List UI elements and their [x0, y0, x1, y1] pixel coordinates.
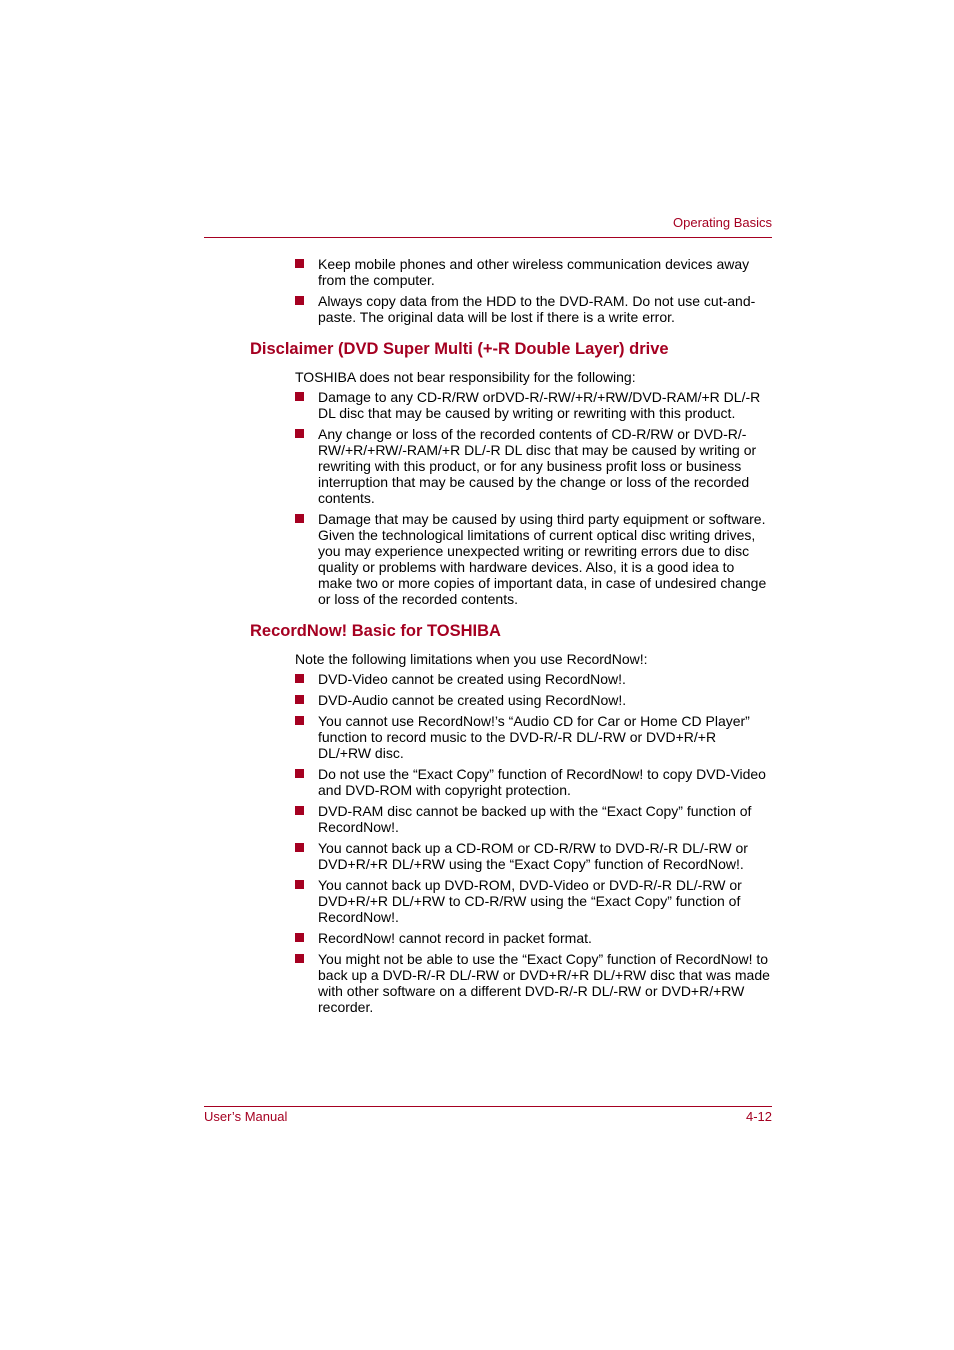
list-item-text: Do not use the “Exact Copy” function of RecordNow! to copy DVD-Video and DVD-ROM with copyright protection.: [318, 766, 766, 798]
list-item-text: You cannot back up a CD-ROM or CD-R/RW to DVD-R/-R DL/-RW or DVD+R/+R DL/+RW using the “Exact Copy” function of RecordNow!.: [318, 840, 748, 872]
section-heading-recordnow: RecordNow! Basic for TOSHIBA: [250, 622, 501, 640]
header-divider: [204, 237, 772, 238]
square-bullet-icon: [295, 933, 304, 942]
square-bullet-icon: [295, 716, 304, 725]
running-header-title: Operating Basics: [673, 215, 772, 230]
list-item-text: Damage to any CD-R/RW orDVD-R/-RW/+R/+RW/DVD-RAM/+R DL/-R DL disc that may be caused by writing or rewriting with this product.: [318, 389, 761, 421]
page-number: 4-12: [745, 1109, 772, 1124]
list-item: [204, 766, 772, 798]
square-bullet-icon: [295, 259, 304, 268]
list-item: [204, 293, 772, 325]
square-bullet-icon: [295, 429, 304, 438]
square-bullet-icon: [295, 695, 304, 704]
square-bullet-icon: [295, 296, 304, 305]
footer-manual-title: User’s Manual: [204, 1109, 288, 1124]
list-item: [204, 426, 772, 506]
footer-divider: [204, 1106, 772, 1107]
list-item-text: RecordNow! cannot record in packet format.: [318, 930, 592, 946]
list-item: [204, 951, 772, 1015]
square-bullet-icon: [295, 392, 304, 401]
list-item: [204, 713, 772, 761]
list-item-text: DVD-Video cannot be created using RecordNow!.: [318, 671, 626, 687]
list-item-text: Always copy data from the HDD to the DVD-RAM. Do not use cut-and-paste. The original data will be lost if there is a write error.: [318, 293, 756, 325]
square-bullet-icon: [295, 769, 304, 778]
list-item: [204, 803, 772, 835]
list-item: [204, 256, 772, 288]
recordnow-bullet-list: [204, 671, 772, 1015]
disclaimer-bullet-list: [204, 389, 772, 607]
intro-bullet-list: [204, 256, 772, 325]
list-item-text: DVD-Audio cannot be created using RecordNow!.: [318, 692, 627, 708]
disclaimer-intro: TOSHIBA does not bear responsibility for the following:: [295, 369, 636, 385]
square-bullet-icon: [295, 514, 304, 523]
list-item: [204, 511, 772, 607]
square-bullet-icon: [295, 806, 304, 815]
list-item-text: Damage that may be caused by using third party equipment or software. Given the technological limitations of current optical disc writing drives, you may experience unexpected writing or rewriting errors due to disc quality or problems with hardware devices. Also, it is a good idea to make two or more copies of important data, in case of undesired change or loss of the recorded contents.: [318, 511, 767, 607]
list-item: [204, 840, 772, 872]
square-bullet-icon: [295, 954, 304, 963]
list-item: [204, 930, 772, 946]
list-item: [204, 671, 772, 687]
list-item-text: Keep mobile phones and other wireless communication devices away from the computer.: [318, 256, 750, 288]
list-item: [204, 389, 772, 421]
page-content: [204, 256, 772, 1020]
section-heading-disclaimer: Disclaimer (DVD Super Multi (+-R Double Layer) drive: [250, 340, 669, 358]
list-item: [204, 692, 772, 708]
list-item-text: You cannot back up DVD-ROM, DVD-Video or DVD-R/-R DL/-RW or DVD+R/+R DL/+RW to CD-R/RW using the “Exact Copy” function of RecordNow!.: [318, 877, 742, 925]
list-item-text: You cannot use RecordNow!’s “Audio CD for Car or Home CD Player” function to record music to the DVD-R/-R DL/-RW or DVD+R/+R DL/+RW disc.: [318, 713, 750, 761]
list-item-text: You might not be able to use the “Exact Copy” function of RecordNow! to back up a DVD-R/-R DL/-RW or DVD+R/+R DL/+RW disc that was made with other software on a different DVD-R/-R DL/-RW or DVD+R/+RW recorder.: [318, 951, 770, 1015]
list-item-text: DVD-RAM disc cannot be backed up with the “Exact Copy” function of RecordNow!.: [318, 803, 752, 835]
list-item-text: Any change or loss of the recorded contents of CD-R/RW or DVD-R/-RW/+R/+RW/-RAM/+R DL/-R DL disc that may be caused by writing or rewriting with this product, or for any business profit loss or business interruption that may be caused by the change or loss of the recorded contents.: [318, 426, 757, 506]
list-item: [204, 877, 772, 925]
square-bullet-icon: [295, 674, 304, 683]
recordnow-intro: Note the following limitations when you use RecordNow!:: [295, 651, 648, 667]
square-bullet-icon: [295, 843, 304, 852]
square-bullet-icon: [295, 880, 304, 889]
